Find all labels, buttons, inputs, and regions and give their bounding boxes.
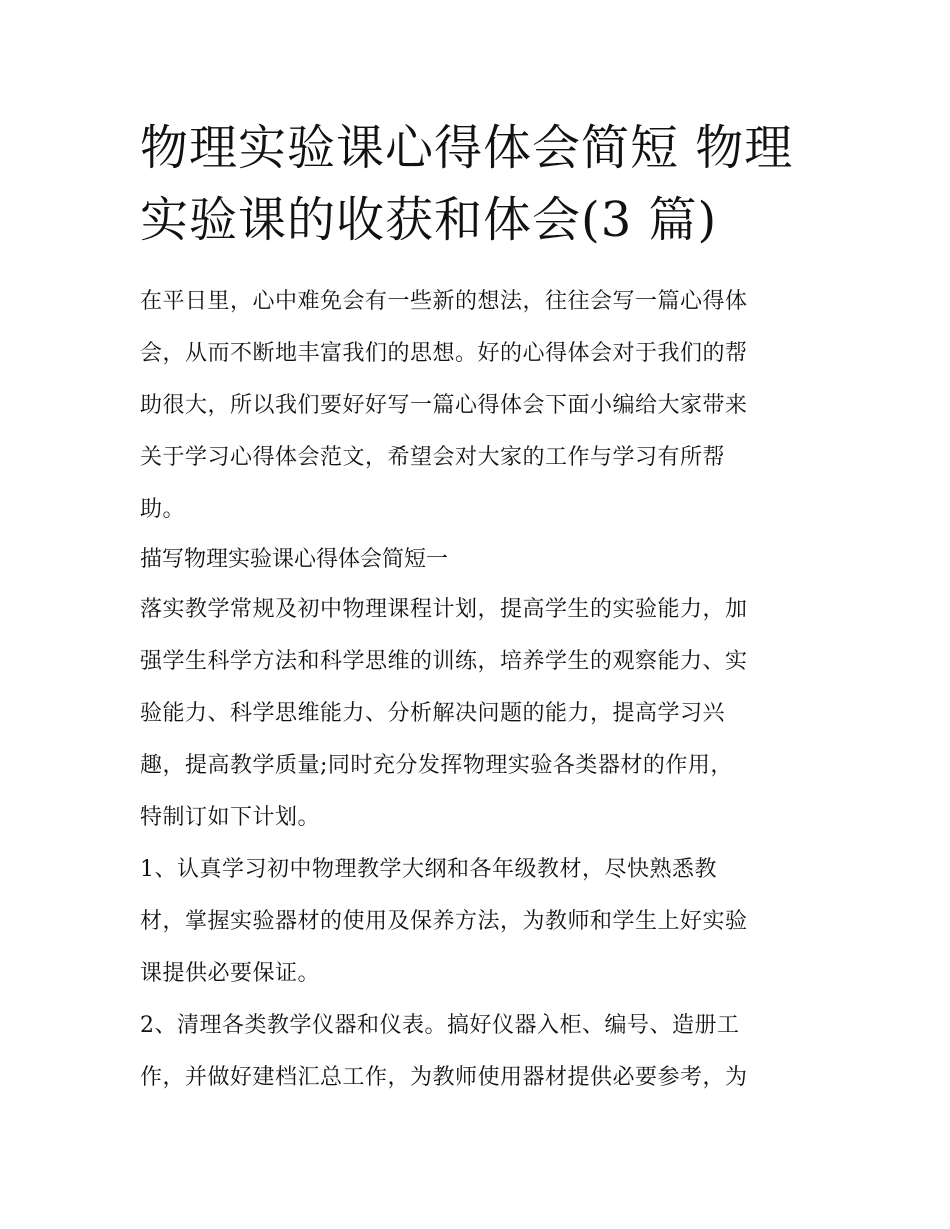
body-line: 特制订如下计划。 [140, 805, 321, 830]
list-item-line: 1、认真学习初中物理教学大纲和各年级教材，尽快熟悉教 [140, 857, 717, 882]
list-item-line: 课提供必要保证。 [140, 961, 321, 986]
list-item-1 [140, 844, 815, 1000]
intro-paragraph [140, 276, 815, 536]
body-line: 验能力、科学思维能力、分析解决问题的能力，提高学习兴 [140, 701, 726, 726]
section-heading: 描写物理实验课心得体会简短一 [140, 547, 449, 572]
intro-line: 会，从而不断地丰富我们的思想。好的心得体会对于我们的帮 [140, 341, 748, 366]
list-item-line: 作，并做好建档汇总工作，为教师使用器材提供必要参考，为 [140, 1065, 748, 1090]
document-title [140, 112, 815, 256]
body-line: 落实教学常规及初中物理课程计划，提高学生的实验能力，加 [140, 597, 748, 622]
title-line-2: 实验课的收获和体会(3 篇) [140, 192, 718, 248]
list-item-line: 材，掌握实验器材的使用及保养方法，为教师和学生上好实验 [140, 909, 748, 934]
title-line-1: 物理实验课心得体会简短 物理 [140, 120, 794, 176]
body-line: 强学生科学方法和科学思维的训练，培养学生的观察能力、实 [140, 649, 748, 674]
list-item-2 [140, 1000, 815, 1104]
intro-line: 关于学习心得体会范文，希望会对大家的工作与学习有所帮 [140, 445, 726, 470]
intro-line: 在平日里，心中难免会有一些新的想法，往往会写一篇心得体 [140, 289, 748, 314]
body-paragraph-1 [140, 584, 815, 844]
intro-line: 助。 [140, 497, 186, 522]
body-line: 趣，提高教学质量;同时充分发挥物理实验各类器材的作用， [140, 753, 733, 778]
intro-line: 助很大，所以我们要好好写一篇心得体会下面小编给大家带来 [140, 393, 748, 418]
list-item-line: 2、清理各类教学仪器和仪表。搞好仪器入柜、编号、造册工 [140, 1013, 740, 1038]
document-page [140, 112, 815, 1104]
